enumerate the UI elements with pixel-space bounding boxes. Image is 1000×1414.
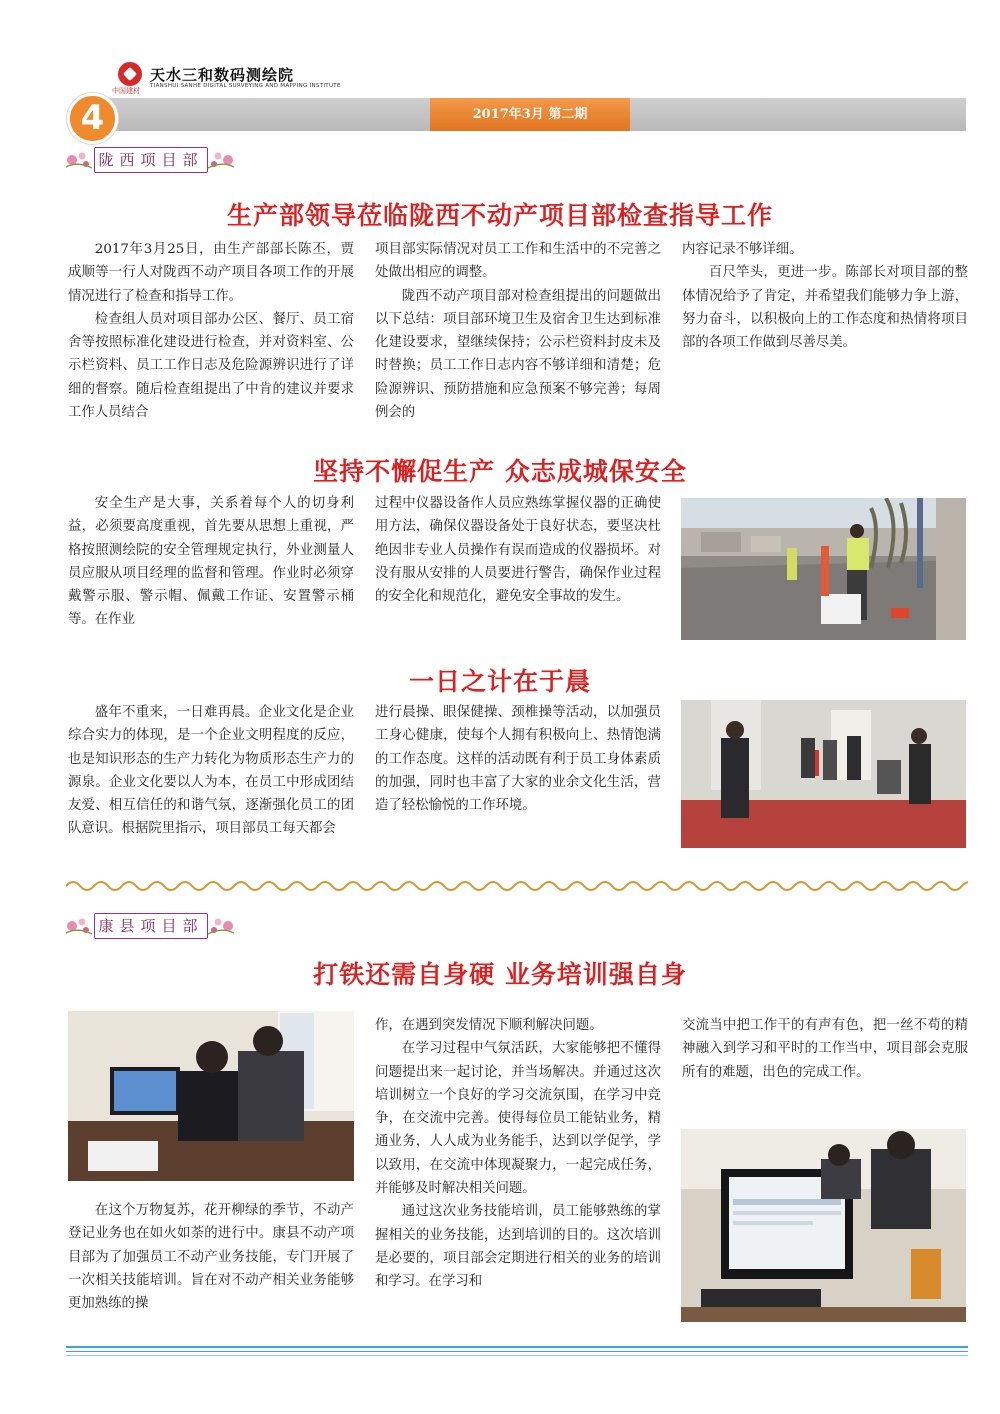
footer-line (66, 1346, 968, 1348)
footer-line (66, 1355, 968, 1356)
flower-ornament-icon (206, 915, 236, 937)
training-photo-2 (681, 1129, 966, 1322)
article-1-title: 生产部领导莅临陇西不动产项目部检查指导工作 (226, 201, 773, 230)
training-photo-1 (68, 1011, 354, 1181)
org-sub-label: 中国建材 (112, 87, 140, 95)
article-4-title: 打铁还需自身硬 业务培训强自身 (313, 960, 687, 989)
article-4-column-1 (68, 1199, 354, 1315)
section-badge-longxi (64, 143, 234, 177)
logo-icon (118, 62, 142, 86)
morning-exercise-photo (681, 700, 966, 848)
article-1-column-2 (375, 238, 661, 424)
flower-ornament-icon (64, 149, 94, 171)
article-2-title: 坚持不懈促生产 众志成城保安全 (313, 457, 687, 486)
article-3-column-2 (375, 701, 661, 817)
paragraph: 盛年不重来，一日难再晨。企业文化是企业综合实力的体现，是一个企业文明程度的反应，也是知识形态的生产力转化为物质形态生产力的源泉。企业文化要以人为本，在员工中形成团结友爱、相互信任的和谐气氛，逐渐强化员工的团队意识。根据院里指示，项目部员工每天都会 (68, 705, 354, 837)
paragraph: 作，在遇到突发情况下顺利解决问题。 (375, 1018, 603, 1033)
section-divider (66, 880, 968, 892)
flower-ornament-icon (206, 149, 236, 171)
paragraph: 检查组人员对项目部办公区、餐厅、员工宿舍等按照标准化建设进行检查，并对资料室、公示栏资料、员工工作日志及危险源辨识进行了详细的督察。随后检查组提出了中肯的建议并要求工作人员结合 (68, 311, 354, 421)
paragraph: 进行晨操、眼保健操、颈椎操等活动，以加强员工身心健康，使每个人拥有积极向上、热情饱满的工作态度。这样的活动既有利于员工身体素质的加强，同时也丰富了大家的业余文化生活，营造了轻松愉悦的工作环境。 (375, 705, 661, 814)
paragraph: 2017年3月25日，由生产部部长陈丕，贾成顺等一行人对陇西不动产项目各项工作的开展情况进行了检查和指导工作。 (68, 242, 354, 304)
paragraph: 陇西不动产项目部对检查组提出的问题做出以下总结：项目部环境卫生及宿舍卫生达到标准化建设要求，望继续保持；公示栏资料封皮未及时替换；员工工作日志内容不够详细和清楚；危险源辨识、预防措施和应急预案不够完善；每周例会的 (375, 288, 661, 421)
article-3-title: 一日之计在于晨 (408, 667, 591, 696)
flower-ornament-icon (64, 915, 94, 937)
article-4-column-3 (682, 1014, 968, 1084)
article-2-column-1 (68, 492, 354, 632)
paragraph: 百尺竿头，更进一步。陈部长对项目部的整体情况给予了肯定，并希望我们能够力争上游，努力奋斗，以积极向上的工作态度和热情将项目部的各项工作做到尽善尽美。 (682, 265, 968, 351)
paragraph: 在这个万物复苏，花开柳绿的季节，不动产登记业务也在如火如荼的进行中。康县不动产项目部为了加强员工不动产业务技能，专门开展了一次相关技能培训。旨在对不动产相关业务能够更加熟练的操 (68, 1203, 354, 1312)
institute-name: 天水三和数码测绘院 (150, 66, 295, 84)
paragraph: 内容记录不够详细。 (682, 242, 803, 257)
section-badge-kangxian (64, 909, 234, 943)
institute-english-name: TIANSHUI SANHE DIGITAL SURVEYING AND MAPPING INSTITUTE (150, 83, 341, 89)
paragraph: 在学习过程中气氛活跃，大家能够把不懂得问题提出来一起讨论，并当场解决。并通过这次培训树立一个良好的学习交流氛围，在学习中竞争，在交流中完善。使得每位员工能钻业务，精通业务，人人成为业务能手，达到以学促学，学以致用，在交流中体现凝聚力，一起完成任务，并能够及时解决相关问题。 (375, 1041, 661, 1197)
section-badge-label: 康县项目部 (94, 913, 208, 939)
article-4-column-2 (375, 1014, 661, 1294)
issue-date: 2017年3月 第二期 (472, 107, 588, 122)
article-1-column-3 (682, 238, 968, 354)
surveying-photo (681, 498, 966, 640)
page-number: 4 (80, 98, 105, 138)
paragraph: 通过这次业务技能培训，员工能够熟练的掌握相关的业务技能，达到培训的目的。这次培训是必要的，项目部会定期进行相关的业务的培训和学习。在学习和 (375, 1204, 661, 1290)
paragraph: 交流当中把工作干的有声有色，把一丝不苟的精神融入到学习和平时的工作当中，项目部会克服所有的难题，出色的完成工作。 (682, 1018, 968, 1080)
paragraph: 过程中仪器设备作人员应熟练掌握仪器的正确使用方法，确保仪器设备处于良好状态，要坚决杜绝因非专业人员操作有误而造成的仪器损坏。对没有服从安排的人员要进行警告，确保作业过程的安全化和规范化，避免安全事故的发生。 (375, 496, 661, 605)
paragraph: 项目部实际情况对员工工作和生活中的不完善之处做出相应的调整。 (375, 242, 661, 281)
article-1-column-1 (68, 238, 354, 424)
article-2-column-2 (375, 492, 661, 608)
section-badge-label: 陇西项目部 (94, 147, 208, 173)
article-3-column-1 (68, 701, 354, 841)
paragraph: 安全生产是大事，关系着每个人的切身利益，必须要高度重视，首先要从思想上重视，严格按照测绘院的安全管理规定执行，外业测量人员应服从项目经理的监督和管理。作业时必须穿戴警示服、警示帽、佩戴工作证、安置警示桶等。在作业 (68, 496, 354, 628)
footer-line (66, 1351, 968, 1352)
